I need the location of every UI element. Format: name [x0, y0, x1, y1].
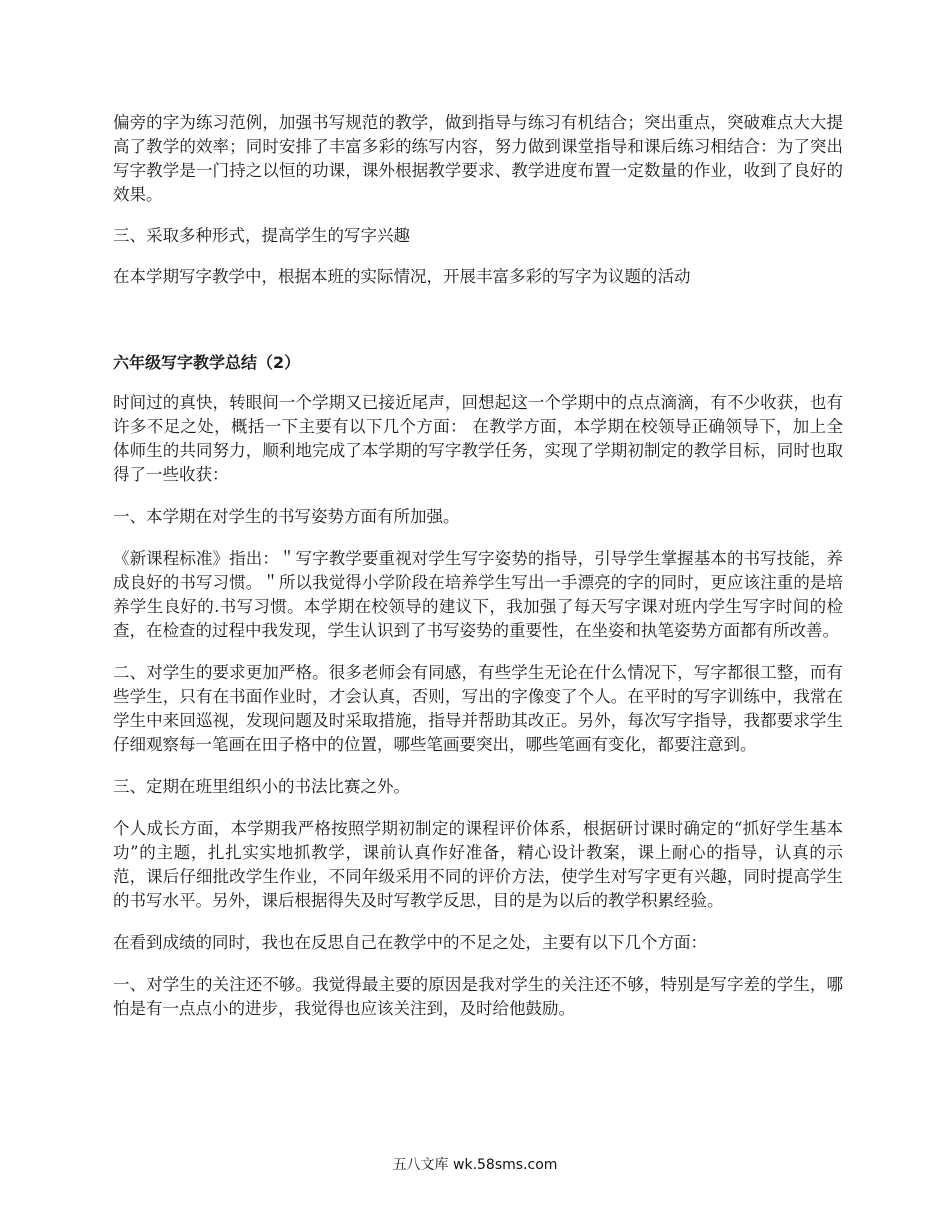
section-point-1: 一、本学期在对学生的书写姿势方面有所加强。 [113, 507, 460, 526]
section-point-3: 三、定期在班里组织小的书法比赛之外。 [113, 777, 410, 796]
section-paragraph-2: 《新课程标准》指出：＂写字教学要重视对学生写字姿势的指导，引导学生掌握基本的书写技能，养成良好的书写习惯。＂所以我觉得小学阶段在培养学生写出一手漂亮的字的同时，更应该注重的是培养学生良好的.书写习惯。本学期在校领导的建议下，我加强了每天写字课对班内学生写字时间的检查，在检查的过程中我发现，学生认识到了书写姿势的重要性，在坐姿和执笔姿势方面都有所改善。 [113, 549, 843, 640]
section-paragraph-3: 个人成长方面，本学期我严格按照学期初制定的课程评价体系，根据研讨课时确定的“抓好学生基本功”的主题，扎扎实实地抓教学，课前认真作好准备，精心设计教案，课上耐心的指导，认真的示范，课后仔细批改学生作业，不同年级采用不同的评价方法，使学生对写字更有兴趣，同时提高学生的书写水平。另外，课后根据得失及时写教学反思，目的是为以后的教学积累经验。 [113, 819, 843, 910]
section-paragraph-5: 一、对学生的关注还不够。我觉得最主要的原因是我对学生的关注还不够，特别是写字差的学生，哪怕是有一点点小的进步，我觉得也应该关注到，及时给他鼓励。 [113, 975, 843, 1018]
section-point-2: 二、对学生的要求更加严格。很多老师会有同感，有些学生无论在什么情况下，写字都很工整，而有些学生，只有在书面作业时，才会认真，否则，写出的字像变了个人。在平时的写字训练中，我常在学生中来回巡视，发现问题及时采取措施，指导并帮助其改正。另外，每次写字指导，我都要求学生仔细观察每一笔画在田子格中的位置，哪些笔画要突出，哪些笔画有变化，都要注意到。 [113, 663, 843, 754]
intro-paragraph-1: 偏旁的字为练习范例，加强书写规范的教学，做到指导与练习有机结合；突出重点，突破难点大大提高了教学的效率；同时安排了丰富多彩的练写内容，努力做到课堂指导和课后练习相结合：为了突出写字教学是一门持之以恒的功课，课外根据教学要求、教学进度布置一定数量的作业，收到了良好的效果。 [113, 113, 843, 204]
section-paragraph-1: 时间过的真快，转眼间一个学期又已接近尾声，回想起这一个学期中的点点滴滴，有不少收获，也有许多不足之处，概括一下主要有以下几个方面： 在教学方面，本学期在校领导正确领导下，加上全体师生的共同努力，顺利地完成了本学期的写字教学任务，实现了学期初制定的教学目标，同时也取得了一些收获： [113, 393, 843, 484]
section-title: 六年级写字教学总结（2） [113, 353, 301, 372]
document-page [113, 111, 843, 1021]
footer-watermark: 五八文库 wk.58sms.com [392, 1157, 558, 1173]
intro-heading-3: 三、采取多种形式，提高学生的写字兴趣 [113, 226, 410, 245]
intro-paragraph-3: 在本学期写字教学中，根据本班的实际情况，开展丰富多彩的写字为议题的活动 [113, 267, 691, 286]
section-paragraph-4: 在看到成绩的同时，我也在反思自己在教学中的不足之处，主要有以下几个方面： [113, 933, 707, 952]
